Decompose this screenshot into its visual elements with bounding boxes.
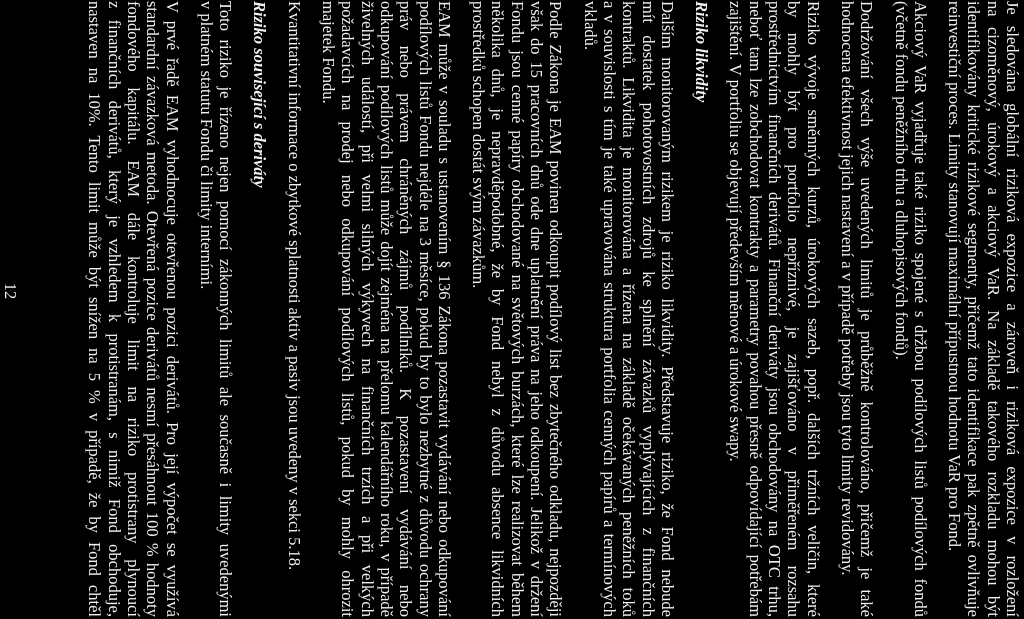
text-line: mít dostatek pohotovostních zdrojů ke splnění závazků vyplývajících z finančních: [638, 1, 658, 617]
text-line: (včetně fondu peněžního trhu a dluhopisových fondů).: [891, 1, 911, 360]
paragraph-suspension: [319, 1, 454, 617]
paragraph-var-exposure: [945, 1, 1022, 617]
paragraph-limit-compliance: [838, 1, 877, 617]
text-line: Toto riziko je řízeno nejen pomocí zákonných limitů ale současně i limity uvedenými: [216, 1, 236, 617]
text-line: V prvé řadě EAM vyhodnocuje otevřenou pozici derivátů. Pro její výpočet se využívá: [162, 1, 182, 617]
paragraph-hedging: [726, 1, 822, 617]
text-line: reinvestiční proces. Limity stanovují maximální přípustnou hodnotu VaR pro Fond.: [945, 1, 965, 552]
text-line: Dalším monitorovaným rizikem je riziko likvidity. Představuje riziko, že Fond nebude: [657, 1, 677, 617]
text-line: však do 15 pracovních dnů ode dne uplatnění práva na jeho odkoupení. Jelikož v držení: [527, 1, 547, 617]
text-line: neboť tam lze zobchodovat kontrakty a parametry povahou přesně odpovídající potřebám: [745, 1, 765, 617]
page-number: 12: [1, 282, 20, 300]
text-body: [85, 1, 1022, 617]
text-line: a v souvislosti s tím je také upravována struktura portfolia cenných papírů a termínových: [599, 1, 619, 617]
text-line: z finančních derivátů, který je vzhledem k protistranám, s nimiž Fond obchoduje,: [104, 1, 124, 617]
text-line: v platném statutu Fondu či limity interními.: [196, 1, 216, 290]
text-line: majetek Fondu.: [319, 1, 339, 104]
paragraph-quantitative-info: [285, 1, 304, 617]
text-line: práv nebo právem chráněných zájmů podílníků. K pozastavení vydávání nebo: [396, 1, 416, 617]
section-heading-derivatives-risk: Riziko související s deriváty: [250, 1, 270, 188]
text-line: fondového kapitálu. EAM dále kontroluje limit na riziko protistrany plynoucí: [124, 1, 144, 617]
text-line: prostřednictvím finančních derivátů. Finanční deriváty jsou obchodovány na OTC trhu,: [765, 1, 785, 617]
section-heading-liquidity-risk: Riziko likvidity: [692, 1, 712, 103]
text-line: Podle Zákona je EAM povinen odkoupit podílový list bez zbytečného odkladu, nejpozději: [546, 1, 566, 617]
text-line: několika dnů, je nepravděpodobné, že by Fond nebyl z důvodu absence likvidních: [488, 1, 508, 617]
text-line: nastaven na 10%. Tento limit může být snížen na 5 % v případě, že by Fond chtěl: [85, 1, 105, 617]
text-line: prostředků schopen dostát svým závazkům.: [469, 1, 489, 289]
text-line: požadavcích na prodej nebo odkupování podílových listů, pokud by mohly ohrozit: [338, 1, 358, 617]
paragraph-open-position: [85, 1, 181, 617]
paragraph-liquidity: [580, 1, 676, 617]
text-line: Fondu jsou cenné papíry obchodované na světových burzách, které lze realizovat během: [507, 1, 527, 617]
text-line: podílových listů Fondu nejdéle na 3 měsíce, pokud by to bylo nezbytné z důvodu ochrany: [415, 1, 435, 617]
text-line: zajištění. V portfoliu se objevují především měnové a úrokové swapy.: [726, 1, 746, 462]
text-line: Dodržování všech výše uvedených limitů je průběžně kontrolováno, přičemž je také: [857, 1, 877, 617]
text-line: živelných událostí, při velmi silných výkyvech na finančních trzích a při velkých: [357, 1, 377, 617]
paragraph-equity-var: [891, 1, 930, 617]
text-line: odkupování podílových listů může dojít zejména na přelomu kalendářního roku, v případě: [376, 1, 396, 617]
text-line: hodnocena efektivnost jejich nastavení a v případě potřeby jsou tyto limity revidovány.: [837, 1, 857, 576]
text-line: na cizoměnový, úrokový a akciový VaR. Na základě takového rozkladu mohou být: [983, 1, 1003, 617]
text-line: vkladů.: [580, 1, 600, 51]
text-line: Riziko vývoje směnných kurzů, úrokových sazeb, popř. dalších tržních veličin, které: [803, 1, 823, 617]
text-line: identifikovány kritické rizikové segmenty, přičemž tato identifikace pak zpětně ovlivňuje: [964, 1, 984, 617]
text-line: Je sledována globální riziková expozice a zároveň i riziková expozice v rozložení: [1003, 1, 1022, 617]
text-line: kontraktů. Likvidita je monitorována a řízena na základě očekávaných peněžních toků: [619, 1, 639, 617]
text-line: Akciový VaR vyjadřuje také riziko spojené s držbou podílových listů podílových fondů: [910, 1, 930, 617]
text-line: by mohly být pro portfolio nepříznivé, je zajišťováno v přiměřeném rozsahu: [784, 1, 804, 617]
text-line: Kvantitativní informace o zbytkové splatnosti aktiv a pasiv jsou uvedeny v sekci 5.18.: [284, 1, 304, 571]
paragraph-derivatives-limits: [197, 1, 236, 617]
paragraph-redemption: [469, 1, 565, 617]
text-line: EAM může v souladu s ustanovením § 136 Zákona pozastavit vydávání nebo odkupování: [434, 1, 454, 617]
text-line: standardní závazková metoda. Otevřená pozice derivátů nesmí přesáhnout 100 % hodnoty: [143, 1, 163, 617]
